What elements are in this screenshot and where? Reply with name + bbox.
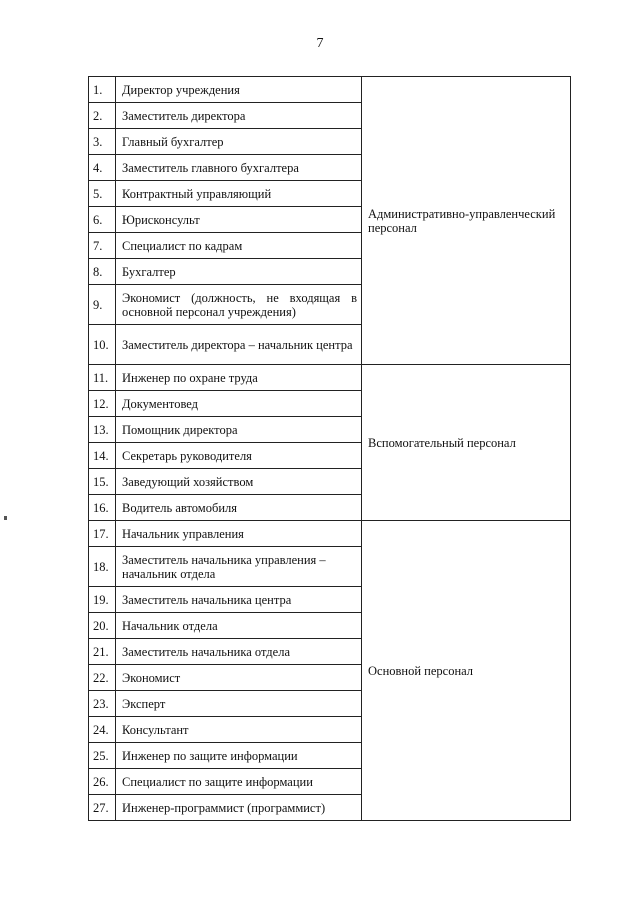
row-number: 8. — [89, 259, 116, 285]
staff-category-table — [88, 76, 571, 821]
position-name: Секретарь руководителя — [116, 443, 362, 469]
row-number: 21. — [89, 639, 116, 665]
position-name: Документовед — [116, 391, 362, 417]
position-name: Экономист (должность, не входящая в основной персонал учреждения) — [116, 285, 362, 325]
row-number: 9. — [89, 285, 116, 325]
position-name: Начальник отдела — [116, 613, 362, 639]
row-number: 22. — [89, 665, 116, 691]
row-number: 20. — [89, 613, 116, 639]
row-number: 14. — [89, 443, 116, 469]
row-number: 2. — [89, 103, 116, 129]
row-number: 19. — [89, 587, 116, 613]
position-name: Главный бухгалтер — [116, 129, 362, 155]
position-name: Эксперт — [116, 691, 362, 717]
row-number: 4. — [89, 155, 116, 181]
row-number: 17. — [89, 521, 116, 547]
position-name: Заместитель директора — [116, 103, 362, 129]
position-name: Бухгалтер — [116, 259, 362, 285]
category-cell: Основной персонал — [362, 521, 571, 821]
position-name: Помощник директора — [116, 417, 362, 443]
row-number: 16. — [89, 495, 116, 521]
position-name: Контрактный управляющий — [116, 181, 362, 207]
page-number: 7 — [316, 36, 324, 51]
row-number: 11. — [89, 365, 116, 391]
position-name: Заместитель начальника управления – начальник отдела — [116, 547, 362, 587]
row-number: 5. — [89, 181, 116, 207]
row-number: 10. — [89, 325, 116, 365]
position-name: Экономист — [116, 665, 362, 691]
row-number: 6. — [89, 207, 116, 233]
position-name: Специалист по кадрам — [116, 233, 362, 259]
position-name: Начальник управления — [116, 521, 362, 547]
category-cell: Вспомогательный персонал — [362, 365, 571, 521]
position-name: Водитель автомобиля — [116, 495, 362, 521]
row-number: 26. — [89, 769, 116, 795]
row-number: 13. — [89, 417, 116, 443]
position-name: Заместитель главного бухгалтера — [116, 155, 362, 181]
row-number: 18. — [89, 547, 116, 587]
scan-mark — [4, 516, 7, 520]
row-number: 15. — [89, 469, 116, 495]
row-number: 23. — [89, 691, 116, 717]
position-name: Заместитель начальника центра — [116, 587, 362, 613]
category-cell: Административно-управленческий персонал — [362, 77, 571, 365]
row-number: 27. — [89, 795, 116, 821]
row-number: 12. — [89, 391, 116, 417]
row-number: 7. — [89, 233, 116, 259]
position-name: Инженер по защите информации — [116, 743, 362, 769]
table-row — [89, 77, 571, 103]
row-number: 1. — [89, 77, 116, 103]
position-name: Специалист по защите информации — [116, 769, 362, 795]
position-name: Юрисконсульт — [116, 207, 362, 233]
table-row — [89, 521, 571, 547]
row-number: 3. — [89, 129, 116, 155]
table-row — [89, 365, 571, 391]
position-name: Заместитель директора – начальник центра — [116, 325, 362, 365]
position-name: Заведующий хозяйством — [116, 469, 362, 495]
position-name: Консультант — [116, 717, 362, 743]
position-name: Заместитель начальника отдела — [116, 639, 362, 665]
row-number: 24. — [89, 717, 116, 743]
position-name: Инженер-программист (программист) — [116, 795, 362, 821]
position-name: Директор учреждения — [116, 77, 362, 103]
row-number: 25. — [89, 743, 116, 769]
position-name: Инженер по охране труда — [116, 365, 362, 391]
